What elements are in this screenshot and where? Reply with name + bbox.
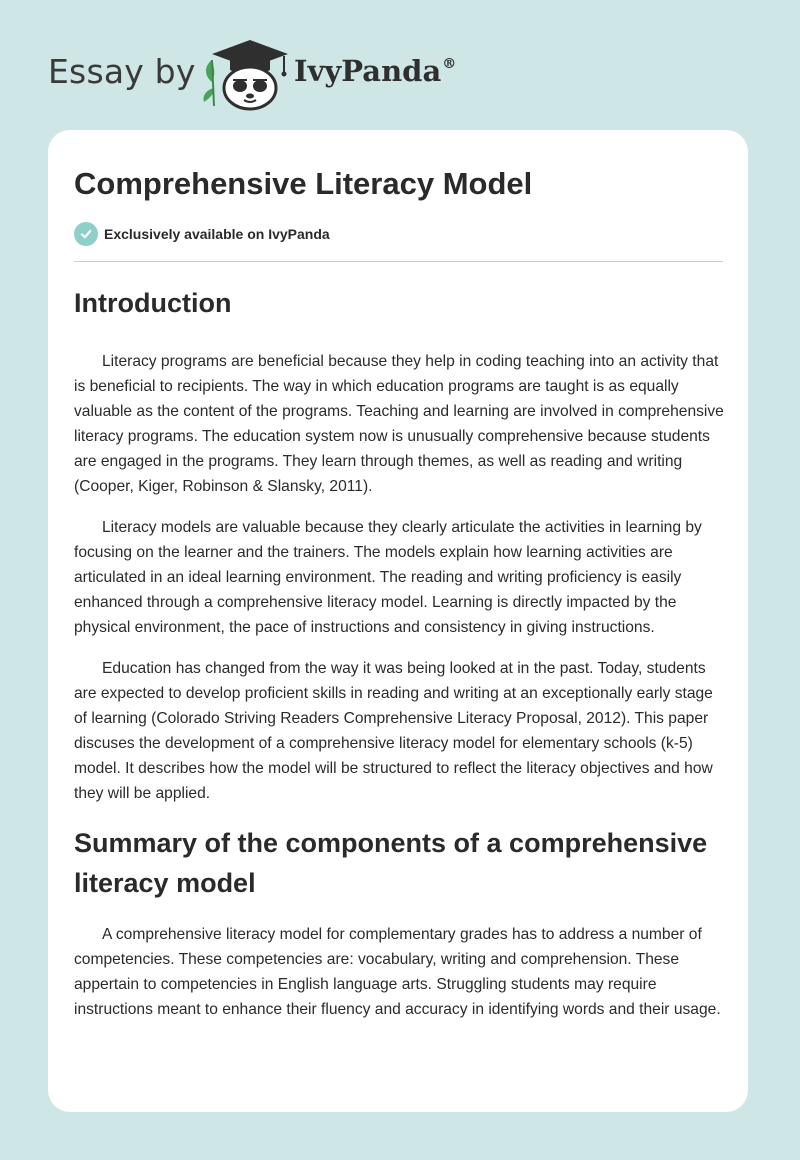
registered-mark: ® [442,56,457,72]
check-icon [74,222,98,246]
exclusive-badge-text: Exclusively available on IvyPanda [104,226,330,242]
panda-graduate-icon[interactable] [200,36,300,112]
article-body [74,281,724,1022]
brand-logo[interactable] [294,54,456,88]
site-header [48,36,548,112]
paragraph: Literacy programs are beneficial because they help in coding teaching into an activity that is beneficial to recipients. The way in which education programs are taught is as equally valuable as the content of the programs. Teaching and learning are involved in comprehensive literacy programs. The education system now is unusually comprehensive because students are engaged in the programs. They learn through themes, as well as reading and writing (Cooper, Kiger, Robinson & Slansky, 2011). [74,353,724,495]
paragraph: Literacy models are valuable because they clearly articulate the activities in learning by focusing on the learner and the trainers. The models explain how learning activities are articulated in an ideal learning environment. The reading and writing proficiency is easily enhanced through a comprehensive literacy model. Learning is directly impacted by the physical environment, the pace of instructions and consistency in giving instructions. [74,519,702,636]
paragraph: A comprehensive literacy model for complementary grades has to address a number of competencies. These competencies are: vocabulary, writing and comprehension. These appertain to competencies in English language arts. Struggling students may require instructions meant to enhance their fluency and accuracy in identifying words and their usage. [74,926,721,1018]
article-title: Comprehensive Literacy Model [74,166,533,201]
section-heading-introduction: Introduction [74,288,232,318]
brand-name: IvyPanda [294,54,442,88]
article-card [48,130,748,1112]
essay-by-label: Essay by [48,52,196,91]
exclusive-badge [74,222,330,246]
paragraph: Education has changed from the way it was being looked at in the past. Today, students are expected to develop proficient skills in reading and writing at an exceptionally early stage of learning (Colorado Striving Readers Comprehensive Literacy Proposal, 2012). This paper discuses the development of a comprehensive literacy model for elementary schools (k-5) model. It describes how the model will be structured to reflect the literacy objectives and how they will be applied. [74,660,713,802]
section-heading-summary: Summary of the components of a comprehensive literacy model [74,828,708,898]
title-divider [74,261,723,262]
